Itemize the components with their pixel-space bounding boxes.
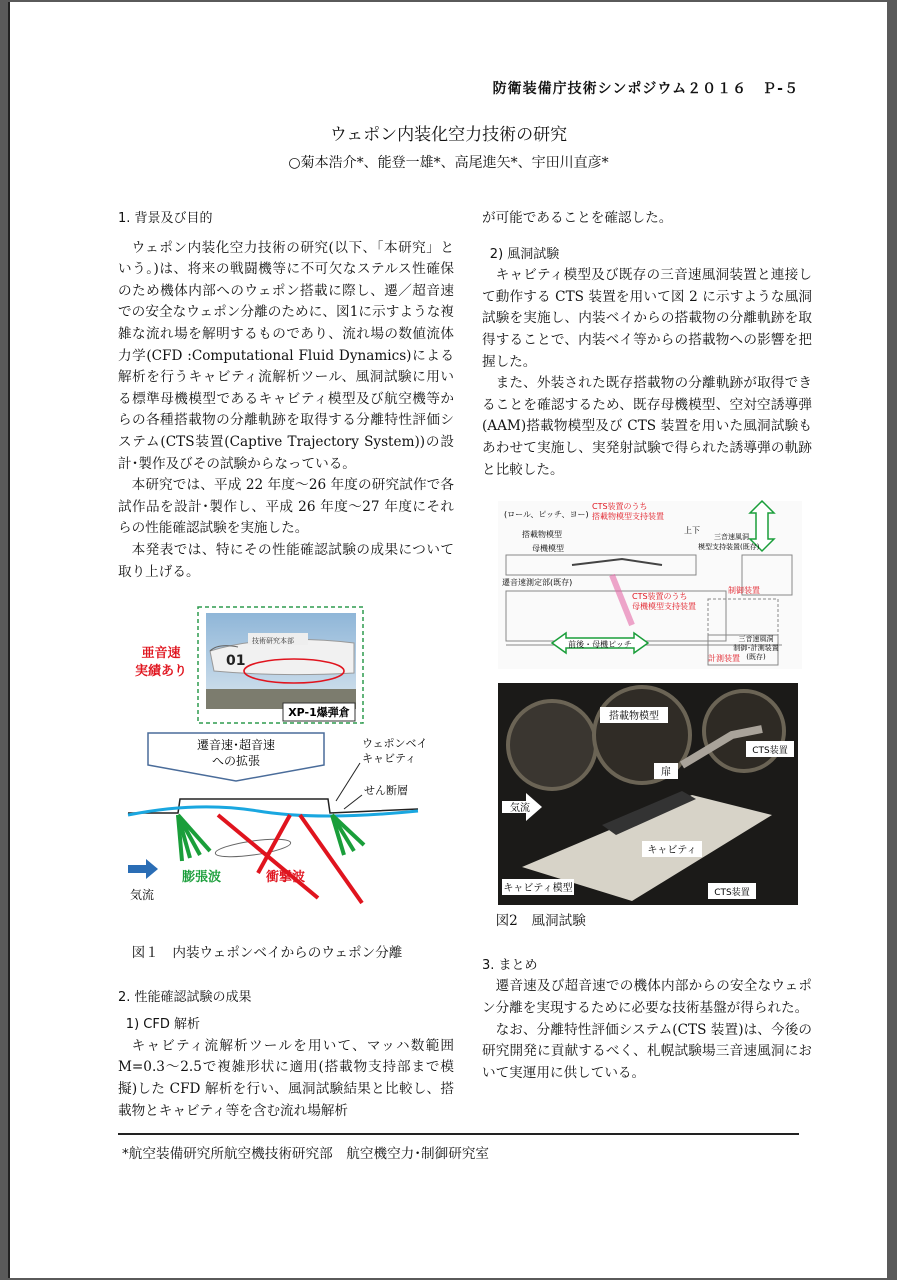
photo-store-label: 搭載物模型 (609, 711, 659, 723)
section2-paragraph1: キャビティ流解析ツールを用いて、マッハ数範囲M=0.3～2.5で複雑形状に適用(搭載物支持部まで模擬)した CFD 解析を行い、風洞試験結果と比較し、搭載物とキャビティ等を含む流れ場解析 (118, 1037, 454, 1119)
paper-title: ウェポン内装化空力技術の研究 (329, 125, 568, 145)
store-model-label: 搭載物模型 (522, 530, 562, 540)
control-label: 制御装置 (728, 586, 760, 596)
right-column (482, 208, 812, 1084)
expansion-label: 膨張波 (182, 870, 222, 886)
cts-parent-line1: CTS装置のうち (632, 592, 688, 602)
section1-paragraph3: 本発表では、特にその性能確認試験の成果について取り上げる。 (118, 541, 454, 580)
section2-paragraph2: キャビティ模型及び既存の三音速風洞装置と連接して動作する CTS 装置を用いて図 2 に示すような風洞試験を実施し、内装ベイからの搭載物の分離軌跡を取得することで、内装ベイ等からの搭載物への影響を把握した。 (482, 267, 812, 370)
extend-line1: 遷音速･超音速 (196, 738, 276, 753)
tri-control-line3: (既存) (746, 653, 766, 662)
extend-line2: への拡張 (211, 754, 261, 769)
section1-heading: 1. 背景及び目的 (118, 211, 213, 226)
section2-sub1: 1) CFD 解析 (125, 1017, 200, 1033)
left-column (118, 208, 454, 1122)
section3-paragraph1: 遷音速及び超音速での機体内部からの安全なウェポン分離を実現するために必要な技術基盤が得られた。 (482, 978, 812, 1016)
shear-label: せん断層 (364, 784, 408, 798)
paper-page (8, 2, 887, 1278)
photo-door-label: 扉 (661, 767, 671, 779)
measure-label: 計測装置 (708, 654, 740, 664)
flow-arrow-icon (128, 859, 158, 879)
test-section-label: 遷音速測定部(既存) (502, 578, 573, 588)
bay-label: XP-1爆弾倉 (288, 706, 350, 720)
flow-label: 気流 (130, 888, 155, 903)
weapon-bay-line1: ウェポンベイ (362, 737, 428, 751)
roll-label: (ロール、ピッチ、ヨー) (504, 510, 589, 520)
figure2-caption: 図2 風洞試験 (495, 913, 586, 930)
section2-sub2: 2) 風洞試験 (489, 246, 560, 262)
cts-store-line2: 搭載物模型支持装置 (592, 512, 664, 522)
tri-support-line2: 模型支持装置(既存) (698, 543, 760, 552)
section3-heading: 3. まとめ (482, 957, 538, 973)
photo-cts2-label: CTS装置 (714, 888, 750, 899)
section3-paragraph2: なお、分離特性評価システム(CTS 装置)は、今後の研究開発に貢献するべく、札幌試験場三音速風洞において実運用に供している。 (482, 1021, 812, 1081)
tri-control-line1: 三音速風洞 (738, 635, 774, 644)
tri-support-line1: 三音速風洞 (714, 533, 749, 542)
cts-parent-line2: 母機模型支持装置 (632, 602, 696, 612)
tri-control-line2: 制御･計測装置 (733, 644, 779, 653)
figure1-caption: 図１ 内装ウェポンベイからのウェポン分離 (131, 945, 403, 962)
section2-heading: 2. 性能確認試験の成果 (118, 989, 252, 1005)
section2-paragraph1-cont: が可能であることを確認した。 (482, 210, 673, 226)
section1-paragraph2: 本研究では、平成 22 年度～26 年度の研究試作で各試作品を設計･製作し、平成 26 年度～27 年度にそれらの性能確認試験を実施した。 (118, 477, 454, 537)
pitch-label: 前後・母機ピッチ (568, 640, 632, 650)
figure1 (118, 603, 454, 953)
figure2 (482, 495, 812, 935)
symposium-header: 防衛装備庁技術シンポジウム２０１６ Ｐ-５ (492, 81, 799, 97)
subsonic-label-line1: 亜音速 (141, 646, 181, 662)
photo-cavity-model-label: キャビティ模型 (503, 883, 573, 895)
aircraft-text: 技術研究本部 (252, 637, 294, 646)
shock-label: 衝撃波 (266, 870, 306, 886)
photo-cavity-label: キャビティ (647, 845, 697, 857)
cts-store-line1: CTS装置のうち (592, 502, 648, 512)
footnote-rule (118, 1133, 799, 1135)
section1-paragraph1: ウェポン内装化空力技術の研究(以下、「本研究」という。)は、将来の戦闘機等に不可欠なステルス性確保のため機体内部へのウェポン搭載に際し、遷／超音速での安全なウェポン分離のために、図1に示すような複雑な流れ場を解明するものであり、流れ場の数値流体力学(CFD :Computational Fluid Dynamics)による解析を行うキャビティ流解析ツール、風洞試験に用いる標準母機模型であるキャビティ模型及び航空機等からの各種搭載物の分離軌跡を取得する分離特性評価システム(CTS装置(Captive Trajectory System))の設計･製作及びその試験からなっている。 (118, 239, 454, 472)
weapon-bay-line2: キャビティ (362, 752, 417, 766)
figure2-diagram (482, 495, 812, 935)
parent-model-label: 母機模型 (532, 544, 564, 554)
author-list: ○菊本浩介*、能登一雄*、高尾進矢*、宇田川直彦* (288, 155, 609, 171)
footnote: *航空装備研究所航空機技術研究部 航空機空力･制御研究室 (122, 1146, 490, 1162)
photo-flow-label: 気流 (510, 803, 530, 815)
aircraft-number: 01 (226, 653, 246, 670)
subsonic-label-line2: 実績あり (134, 664, 188, 680)
figure1-diagram (118, 603, 454, 953)
updown-label: 上下 (684, 526, 700, 536)
section2-paragraph3: また、外装された既存搭載物の分離軌跡が取得できることを確認するため、既存母機模型、空対空誘導弾(AAM)搭載物模型及び CTS 装置を用いた風洞試験もあわせて実施し、実発射試験で得られた誘導弾の軌跡と比較した。 (482, 375, 812, 478)
expansion-waves (178, 815, 364, 861)
photo-cts1-label: CTS装置 (752, 746, 788, 757)
store-shape (214, 836, 291, 860)
